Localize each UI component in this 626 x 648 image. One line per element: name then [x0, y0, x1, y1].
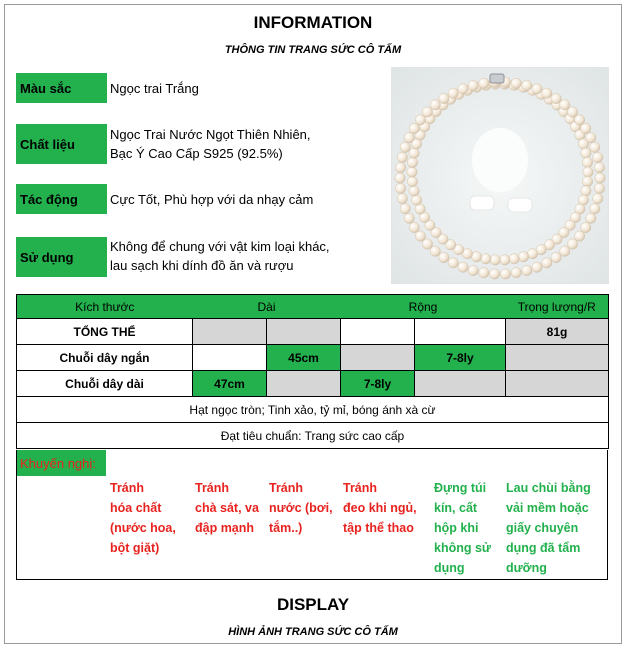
- pearl-bead: [582, 157, 592, 167]
- pearl-bead: [509, 254, 519, 264]
- pearl-bead: [490, 255, 500, 265]
- pearl-bead: [409, 186, 419, 196]
- pearl-bead: [409, 123, 419, 133]
- pearl-bead: [397, 193, 407, 203]
- info-value-line: Cực Tốt, Phù hợp với da nhạy cảm: [110, 192, 314, 207]
- pearl-bead: [500, 255, 510, 265]
- pearl-bead: [479, 268, 489, 278]
- advice-line: Đựng túi: [434, 481, 487, 495]
- pearl-bead: [448, 88, 458, 98]
- empty-cell: [193, 345, 267, 371]
- pearl-bead: [560, 246, 570, 256]
- pearl-bead: [511, 268, 521, 278]
- pearl-bead: [500, 269, 510, 279]
- pearl-bead: [593, 193, 603, 203]
- pearl-bead: [407, 157, 417, 167]
- empty-cell: [193, 319, 267, 345]
- pearl-bead: [586, 133, 596, 143]
- advice-line: Tránh: [110, 481, 145, 495]
- pearl-bead: [458, 84, 468, 94]
- pearl-bead: [481, 254, 491, 264]
- short-strand-length: 45cm: [267, 345, 341, 371]
- pearl-bead: [581, 186, 591, 196]
- pearl-bead: [574, 115, 584, 125]
- info-label-material: Chất liệu: [16, 124, 107, 164]
- pearl-bead: [542, 88, 552, 98]
- note-standard: Đạt tiêu chuẩn: Trang sức cao cấp: [17, 423, 609, 449]
- pearl-bead: [471, 252, 481, 262]
- pearl-bead: [574, 231, 584, 241]
- advice-line: không sử: [434, 541, 491, 555]
- pearl-bead: [422, 239, 432, 249]
- info-label-effect: Tác động: [16, 184, 107, 214]
- long-strand-length: 47cm: [193, 371, 267, 397]
- advice-line: Lau chùi bằng: [506, 481, 591, 495]
- pearl-bead: [407, 176, 417, 186]
- advice-line: đập mạnh: [195, 521, 255, 535]
- display-subtitle: HÌNH ẢNH TRANG SỨC CÔ TẤM: [228, 626, 398, 638]
- pearl-bead: [590, 204, 600, 214]
- pearl-bead: [551, 93, 561, 103]
- pearl-bead: [430, 100, 440, 110]
- advice-item-sleep: [343, 478, 417, 538]
- pearl-bead: [395, 173, 405, 183]
- pearl-bead: [586, 213, 596, 223]
- specs-header-row: [17, 295, 609, 319]
- advice-section: [16, 450, 608, 580]
- advice-item-water: [269, 478, 333, 538]
- info-value-effect: [110, 190, 380, 209]
- pearl-bead: [400, 142, 410, 152]
- pearl-bead: [542, 258, 552, 268]
- pearl-bead: [430, 246, 440, 256]
- advice-line: bột giặt): [110, 541, 160, 555]
- advice-line: đeo khi ngủ,: [343, 501, 417, 515]
- advice-item-impact: [195, 478, 259, 538]
- advice-line: kín, cất: [434, 501, 478, 515]
- short-strand-width: 7-8ly: [415, 345, 506, 371]
- advice-line: vải mềm hoặc: [506, 501, 589, 515]
- pearl-bead: [581, 222, 591, 232]
- info-value-material: [110, 125, 380, 163]
- info-value-line: Ngọc Trai Nước Ngọt Thiên Nhiên,: [110, 127, 311, 142]
- pearl-bead: [581, 148, 591, 158]
- advice-item-cleaning: [506, 478, 591, 578]
- page-subtitle: THÔNG TIN TRANG SỨC CÔ TẤM: [224, 44, 402, 56]
- advice-line: hóa chất: [110, 501, 162, 515]
- info-value-line: Ngọc trai Trắng: [110, 81, 199, 96]
- note-quality: Hạt ngọc tròn; Tinh xảo, tỷ mỉ, bóng ánh xà cừ: [17, 397, 609, 423]
- empty-cell: [506, 371, 609, 397]
- advice-line: dụng: [434, 561, 465, 575]
- pearl-bead: [527, 249, 537, 259]
- pearl-bead: [404, 133, 414, 143]
- pearl-bead: [409, 222, 419, 232]
- advice-line: giấy chuyên: [506, 521, 579, 535]
- info-value-usage: [110, 237, 380, 275]
- pearl-bead: [422, 107, 432, 117]
- table-row: [17, 319, 609, 345]
- advice-line: Tránh: [269, 481, 304, 495]
- info-value-line: lau sạch khi dính đồ ăn và rượu: [110, 258, 294, 273]
- empty-cell: [415, 319, 506, 345]
- advice-line: dưỡng: [506, 561, 547, 575]
- pearl-bead: [567, 239, 577, 249]
- empty-cell: [506, 345, 609, 371]
- info-value-line: Bạc Ý Cao Cấp S925 (92.5%): [110, 146, 283, 161]
- pearl-bead: [532, 84, 542, 94]
- pearl-bead: [522, 80, 532, 90]
- header-length: Dài: [193, 295, 341, 319]
- pearl-bead: [415, 115, 425, 125]
- pearl-bead: [448, 258, 458, 268]
- pearl-bead: [415, 231, 425, 241]
- pearl-bead: [397, 152, 407, 162]
- pearl-bead: [551, 252, 561, 262]
- row-label-overall: TỔNG THỂ: [17, 319, 193, 345]
- advice-item-storage: [434, 478, 491, 578]
- empty-cell: [415, 371, 506, 397]
- pearl-bead: [595, 173, 605, 183]
- advice-item-chemicals: [110, 478, 176, 558]
- pearl-bead: [468, 80, 478, 90]
- advice-line: hộp khi: [434, 521, 479, 535]
- header-weight: Trọng lượng/R: [506, 295, 609, 319]
- empty-cell: [267, 319, 341, 345]
- advice-line: Tránh: [343, 481, 378, 495]
- pearl-bead: [409, 148, 419, 158]
- specs-table: [16, 294, 609, 449]
- pearl-bead: [395, 183, 405, 193]
- overall-weight: 81g: [506, 319, 609, 345]
- pearl-bead: [411, 195, 421, 205]
- pearl-bead: [489, 269, 499, 279]
- pearl-bead: [594, 162, 604, 172]
- pearl-bead: [404, 213, 414, 223]
- pearl-bead: [567, 107, 577, 117]
- table-row: [17, 397, 609, 423]
- pearl-bead: [583, 167, 593, 177]
- product-photo: [391, 67, 609, 284]
- row-label-short-strand: Chuỗi dây ngắn: [17, 345, 193, 371]
- pearl-bead: [468, 265, 478, 275]
- pearl-bead: [400, 204, 410, 214]
- pearl-bead: [439, 93, 449, 103]
- advice-line: Tránh: [195, 481, 230, 495]
- pearl-bead: [479, 78, 489, 88]
- table-row: [17, 423, 609, 449]
- pearl-necklace-image: [392, 68, 609, 284]
- pearl-bead: [407, 167, 417, 177]
- header-width: Rộng: [341, 295, 506, 319]
- pearl-bead: [532, 262, 542, 272]
- advice-label: Khuyến nghị:: [17, 450, 106, 476]
- header-size: Kích thước: [17, 295, 193, 319]
- info-value-color: [110, 79, 380, 98]
- advice-line: tập thể thao: [343, 521, 414, 535]
- empty-cell: [341, 319, 415, 345]
- info-label-color: Màu sắc: [16, 73, 107, 103]
- pearl-bead: [582, 176, 592, 186]
- advice-line: nước (bơi,: [269, 501, 333, 515]
- advice-line: dụng đã tẩm: [506, 541, 581, 555]
- pearl-bead: [518, 252, 528, 262]
- info-label-usage: Sử dụng: [16, 237, 107, 277]
- advice-line: chà sát, va: [195, 501, 259, 515]
- info-value-line: Không để chung với vật kim loại khác,: [110, 239, 330, 254]
- pearl-bead: [458, 262, 468, 272]
- advice-line: (nước hoa,: [110, 521, 176, 535]
- pearl-bead: [560, 100, 570, 110]
- advice-line: tắm..): [269, 521, 303, 535]
- table-row: [17, 371, 609, 397]
- pearl-bead: [439, 252, 449, 262]
- empty-cell: [267, 371, 341, 397]
- pearl-bead: [395, 162, 405, 172]
- pearl-bead: [594, 183, 604, 193]
- pearl-bead: [590, 142, 600, 152]
- pearl-bead: [522, 265, 532, 275]
- row-label-long-strand: Chuỗi dây dài: [17, 371, 193, 397]
- empty-cell: [341, 345, 415, 371]
- pearl-bead: [511, 78, 521, 88]
- pearl-bead: [593, 152, 603, 162]
- pearl-bead: [581, 123, 591, 133]
- display-title: DISPLAY: [276, 595, 350, 614]
- long-strand-width: 7-8ly: [341, 371, 415, 397]
- table-row: [17, 345, 609, 371]
- page-title: INFORMATION: [253, 13, 373, 32]
